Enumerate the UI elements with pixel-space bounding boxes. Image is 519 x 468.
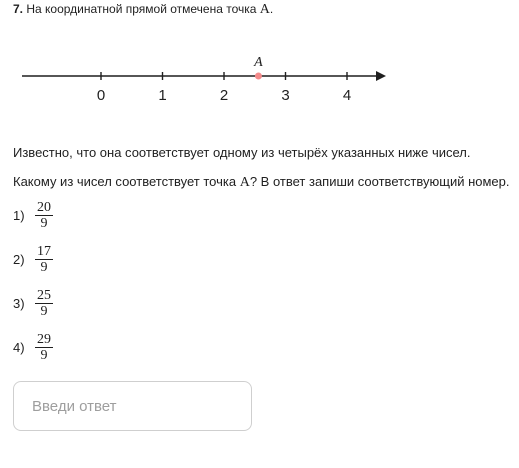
option-1-fraction — [35, 200, 53, 231]
option-2 — [13, 244, 53, 275]
task-number: 7. — [13, 2, 24, 16]
answer-input[interactable] — [13, 381, 252, 431]
task-title-end: . — [269, 2, 274, 16]
option-3-denominator: 9 — [40, 304, 48, 319]
option-4-numerator: 29 — [37, 332, 51, 347]
option-2-fraction — [35, 244, 53, 275]
task-point-name: A — [259, 2, 270, 17]
text-line-1: Известно, что она соответствует одному из четырёх указанных ниже чисел. — [13, 145, 471, 160]
point-a-marker — [255, 73, 262, 80]
option-4-label: 4) — [13, 340, 25, 355]
option-4 — [13, 332, 53, 363]
option-3-numerator: 25 — [37, 288, 51, 303]
option-3 — [13, 288, 53, 319]
text-line-2 — [13, 174, 510, 191]
option-1-label: 1) — [13, 208, 25, 223]
option-1 — [13, 200, 53, 231]
number-line-arrow — [376, 71, 386, 81]
option-2-numerator: 17 — [37, 244, 51, 259]
tick-label-3: 3 — [281, 87, 290, 104]
option-4-denominator: 9 — [40, 348, 48, 363]
option-2-denominator: 9 — [40, 260, 48, 275]
option-4-fraction — [35, 332, 53, 363]
text-line-2-point: A — [239, 175, 250, 190]
tick-label-2: 2 — [219, 87, 229, 104]
option-3-fraction — [35, 288, 53, 319]
option-1-denominator: 9 — [40, 216, 48, 231]
option-1-numerator: 20 — [37, 200, 51, 215]
point-a-label: A — [254, 55, 263, 70]
task-title-text: На координатной прямой отмечена точка — [26, 2, 257, 16]
option-3-label: 3) — [13, 296, 25, 311]
number-line — [0, 50, 519, 110]
text-line-2-end: ? В ответ запиши соответствующий номер. — [249, 174, 510, 189]
tick-label-1: 1 — [158, 87, 167, 104]
option-2-label: 2) — [13, 252, 25, 267]
task-title — [13, 2, 273, 18]
tick-label-4: 4 — [342, 87, 352, 104]
text-line-2-start: Какому из чисел соответствует точка — [13, 174, 237, 189]
tick-label-0: 0 — [96, 87, 106, 104]
